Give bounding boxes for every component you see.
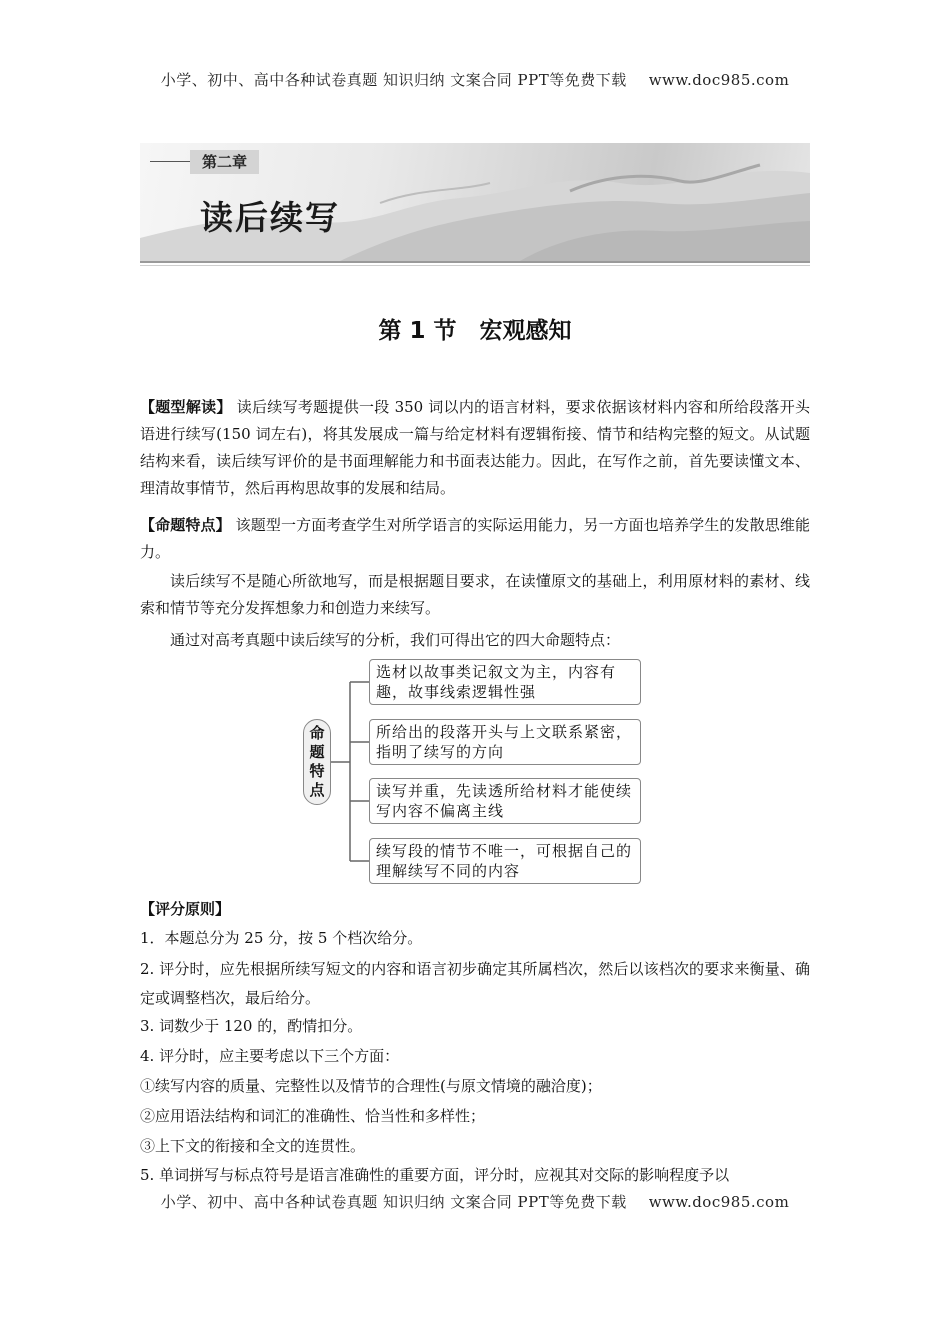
mindmap-item: 所给出的段落开头与上文联系紧密，指明了续写的方向 xyxy=(369,719,641,765)
features-text: 该题型一方面考查学生对所学语言的实际运用能力，另一方面也培养学生的发散思维能力。 xyxy=(140,516,810,561)
footer-url[interactable]: www.doc985.com xyxy=(648,1193,790,1211)
scoring-item: 3. 词数少于 120 的，酌情扣分。 xyxy=(140,1017,363,1035)
features-label: 【命题特点】 xyxy=(140,516,231,534)
intro-text: 读后续写考题提供一段 350 词以内的语言材料，要求依据该材料内容和所给段落开头语进行续写(150 词左右)，将其发展成一篇与给定材料有逻辑衔接、情节和结构完整的短文。从试题结构来看，读后续写评价的是书面理解能力和书面表达能力。因此，在写作之前，首先要读懂文本、理清故事情节，然后再构思故事的发展和结局。 xyxy=(140,398,810,497)
features-paragraph-2: 读后续写不是随心所欲地写，而是根据题目要求，在读懂原文的基础上，利用原材料的素材、线索和情节等充分发挥想象力和创造力来续写。 xyxy=(140,572,810,617)
scoring-item: 1．本题总分为 25 分，按 5 个档次给分。 xyxy=(140,929,423,947)
mindmap-item: 续写段的情节不唯一，可根据自己的理解续写不同的内容 xyxy=(369,838,641,884)
scoring-item: ②应用语法结构和词汇的准确性、恰当性和多样性； xyxy=(140,1107,486,1125)
scoring-label xyxy=(140,898,810,920)
mindmap-center-char: 命 xyxy=(309,724,325,742)
mindmap-item: 选材以故事类记叙文为主，内容有趣，故事线索逻辑性强 xyxy=(369,659,641,705)
scoring-item: 4. 评分时，应主要考虑以下三个方面： xyxy=(140,1047,400,1065)
page-footer xyxy=(0,1191,950,1212)
scoring-item: ①续写内容的质量、完整性以及情节的合理性(与原文情境的融洽度)； xyxy=(140,1077,602,1095)
intro-label: 【题型解读】 xyxy=(140,398,232,416)
header-url[interactable]: www.doc985.com xyxy=(648,71,790,89)
features-paragraph-3: 通过对高考真题中读后续写的分析，我们可得出它的四大命题特点： xyxy=(170,631,621,649)
chapter-title: 读后续写 xyxy=(200,198,340,237)
scoring-item: 5. 单词拼写与标点符号是语言准确性的重要方面，评分时，应视其对交际的影响程度予以 xyxy=(140,1166,730,1184)
mindmap-center-char: 特 xyxy=(309,762,325,780)
section-title: 第 1 节 宏观感知 xyxy=(378,318,572,344)
mindmap-item: 读写并重，先读透所给材料才能使续写内容不偏离主线 xyxy=(369,778,641,824)
mindmap-center-char: 点 xyxy=(309,781,325,799)
mindmap-center xyxy=(303,719,331,805)
mindmap-center-char: 题 xyxy=(309,743,325,761)
scoring-item: ③上下文的衔接和全文的连贯性。 xyxy=(140,1137,366,1155)
footer-text: 小学、初中、高中各种试卷真题 知识归纳 文案合同 PPT等免费下载 xyxy=(160,1193,627,1211)
scoring-item: 2. 评分时，应先根据所续写短文的内容和语言初步确定其所属档次，然后以该档次的要求来衡量、确定或调整档次，最后给分。 xyxy=(140,960,810,1007)
scoring-label-text: 【评分原则】 xyxy=(140,900,231,918)
header-text: 小学、初中、高中各种试卷真题 知识归纳 文案合同 PPT等免费下载 xyxy=(160,71,627,89)
chapter-tag: 第二章 xyxy=(190,150,259,174)
